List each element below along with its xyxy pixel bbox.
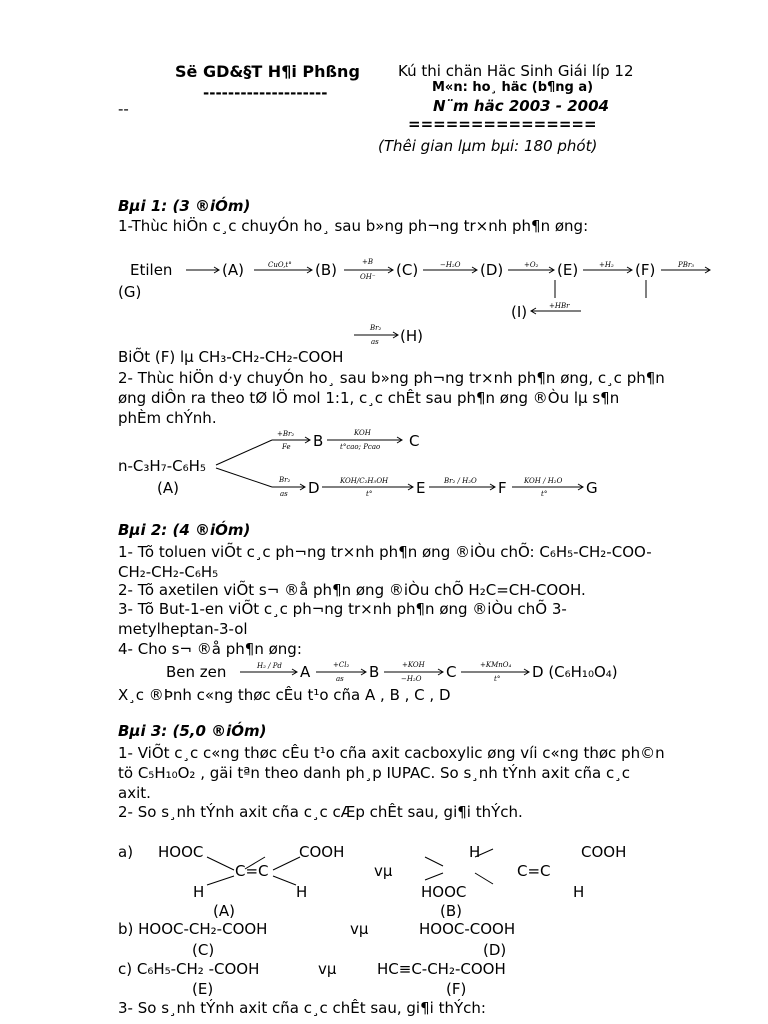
scheme-arrow-1 — [240, 662, 297, 675]
svg-text:−H₂O: −H₂O — [401, 675, 422, 683]
tree-arrow-F — [429, 477, 495, 490]
q3b-right: HOOC-COOH — [419, 920, 516, 938]
svg-text:+Cl₂: +Cl₂ — [333, 661, 350, 669]
chain-E: (E) — [557, 261, 579, 279]
chain-arrow-2 — [254, 261, 312, 273]
school-title-rule: -------------------- — [203, 84, 328, 102]
q3a-h2: H — [296, 883, 308, 901]
q1-title: Bµi 1: (3 ®iÓm) — [118, 197, 251, 215]
q2-title: Bµi 2: (4 ®iÓm) — [118, 521, 251, 539]
scheme-A: A — [300, 663, 311, 681]
svg-text:Br₂: Br₂ — [370, 324, 382, 332]
q2-line3: 2- Tõ axetilen viÕt s¬ ®å ph¶n øng ®iÒu chÕ H₂C=CH-COOH. — [118, 581, 586, 599]
svg-text:t°cao; Pcao: t°cao; Pcao — [340, 443, 381, 451]
q3a-cooh: COOH — [299, 843, 345, 861]
q1-part2-line1: 2- Thùc hiÖn d·y chuyÓn ho¸ sau b»ng ph¬ng tr×nh ph¶n øng, c¸c ph¶n — [118, 369, 665, 387]
svg-text:Fe: Fe — [282, 443, 291, 451]
q1-part2-line2: øng diÔn ra theo tØ lÖ mol 1:1, c¸c chÊt sau ph¶n øng ®Òu lµ s¶n — [118, 389, 620, 407]
q3a-h1: H — [193, 883, 205, 901]
svg-text:+H₂: +H₂ — [599, 261, 614, 269]
chain-D: (D) — [480, 261, 504, 279]
q1-part1: 1-Thùc hiÖn c¸c chuyÓn ho¸ sau b»ng ph¬ng tr×nh ph¶n øng: — [118, 217, 589, 235]
q3-line1: 1- ViÕt c¸c c«ng thøc cÊu t¹o cña axit cacboxylic øng víi c«ng thøc ph©n — [118, 744, 665, 762]
svg-text:CuO,t°: CuO,t° — [268, 261, 292, 269]
svg-text:KOH/C₂H₅OH: KOH/C₂H₅OH — [340, 477, 389, 485]
svg-text:+B: +B — [362, 258, 374, 266]
scheme-D: D (C₆H₁₀O₄) — [532, 663, 618, 681]
chain-arrow-7 — [661, 261, 710, 273]
q3b-va: vµ — [350, 920, 369, 938]
q3b-D: (D) — [483, 941, 507, 959]
tree-branch-lines — [216, 440, 272, 487]
scheme-start: Ben zen — [166, 663, 227, 681]
chain-G: (G) — [118, 283, 142, 301]
q2-line2: CH₂-CH₂-C₆H₅ — [118, 563, 219, 581]
q3c-F: (F) — [446, 980, 467, 998]
chain-arrow-H — [354, 324, 398, 346]
svg-text:Br₂: Br₂ — [279, 476, 291, 484]
svg-text:KOH / H₂O: KOH / H₂O — [524, 477, 563, 485]
tree-B: B — [313, 432, 324, 450]
tree-A: (A) — [157, 479, 179, 497]
q3a-bonds-A — [207, 857, 300, 885]
q2-line7: X¸c ®Þnh c«ng thøc cÊu t¹o cña A , B , C , D — [118, 686, 451, 704]
tree-E: E — [416, 479, 426, 497]
svg-text:PBr₃: PBr₃ — [678, 261, 695, 269]
chain-A: (A) — [222, 261, 244, 279]
exam-year: N¨m häc 2003 - 2004 — [433, 97, 609, 115]
q3-line2: tö C₅H₁₀O₂ , gäi tªn theo danh ph¸p IUPAC. So s¸nh tÝnh axit cña c¸c — [118, 764, 630, 782]
tree-D: D — [308, 479, 320, 497]
tree-arrow-E — [322, 477, 413, 498]
svg-text:+HBr: +HBr — [549, 302, 570, 310]
tree-arrow-B — [272, 430, 310, 451]
chain-C: (C) — [396, 261, 419, 279]
q3a-cc2: C=C — [517, 862, 551, 880]
chain-arrow-1 — [186, 267, 219, 273]
tree-arrow-D — [272, 476, 305, 498]
chain-arrow-4 — [423, 261, 477, 273]
svg-text:+KOH: +KOH — [402, 661, 425, 669]
scheme-arrow-3 — [384, 661, 443, 683]
svg-text:+O₂: +O₂ — [524, 261, 539, 269]
q3a-hooc: HOOC — [158, 843, 204, 861]
scheme-C: C — [446, 663, 457, 681]
q3a-B: (B) — [440, 902, 462, 920]
q3b-C: (C) — [192, 941, 215, 959]
q3a-cc: C=C — [235, 862, 269, 880]
svg-text:t°: t° — [366, 490, 373, 498]
q1-note-formula: CH₃-CH₂-CH₂-COOH — [198, 348, 344, 366]
svg-text:as: as — [280, 490, 288, 498]
chain-arrow-5 — [508, 261, 554, 273]
q3c-E: (E) — [192, 980, 214, 998]
q3a-cooh2: COOH — [581, 843, 627, 861]
chain-branch-I — [531, 280, 646, 314]
chain-etilen: Etilen — [130, 261, 173, 279]
scheme-arrow-2 — [316, 661, 366, 683]
q1-part2-line3: phÈm chÝnh. — [118, 409, 217, 427]
q3a-A: (A) — [213, 902, 235, 920]
svg-text:Br₂ / H₂O: Br₂ / H₂O — [444, 477, 477, 485]
q3a-h4: H — [573, 883, 585, 901]
q3a-label: a) — [118, 843, 134, 861]
svg-text:OH⁻: OH⁻ — [360, 273, 376, 281]
tree-start: n-C₃H₇-C₆H₅ — [118, 457, 206, 475]
exam-subject: M«n: ho¸ häc (b¶ng a) — [432, 80, 594, 95]
q3b-left: b) HOOC-CH₂-COOH — [118, 920, 268, 938]
q3a-h3: H — [469, 843, 481, 861]
tree-C: C — [409, 432, 420, 450]
svg-text:t°: t° — [541, 490, 548, 498]
tree-arrow-C — [327, 429, 402, 451]
chain-arrow-6 — [583, 261, 632, 273]
exam-title: Kú thi chän Häc Sinh Giái líp 12 — [398, 62, 634, 80]
q3-line3: axit. — [118, 784, 151, 802]
svg-text:+KMnO₄: +KMnO₄ — [480, 661, 512, 669]
header-dash: -- — [118, 100, 129, 118]
chain-arrow-3 — [344, 258, 393, 281]
svg-text:as: as — [371, 338, 379, 346]
school-title: Së GD&§T H¶i Phßng — [175, 62, 360, 81]
q3c-left: c) C₆H₅-CH₂ -COOH — [118, 960, 260, 978]
q3-line5: 3- So s¸nh tÝnh axit cña c¸c chÊt sau, gi¶i thÝch: — [118, 999, 486, 1017]
svg-text:t°: t° — [494, 675, 501, 683]
svg-text:KOH: KOH — [354, 429, 371, 437]
q1-note-text: BiÕt (F) lµ — [118, 348, 199, 366]
q3a-va: vµ — [374, 862, 393, 880]
tree-G: G — [586, 479, 598, 497]
svg-text:as: as — [336, 675, 344, 683]
q3-line4: 2- So s¸nh tÝnh axit cña c¸c cÆp chÊt sau, gi¶i thÝch. — [118, 803, 523, 821]
q3a-hooc2: HOOC — [421, 883, 467, 901]
q2-line1: 1- Tõ toluen viÕt c¸c ph¬ng tr×nh ph¶n øng ®iÒu chÕ: C₆H₅-CH₂-COO- — [118, 543, 652, 561]
chain-B: (B) — [315, 261, 337, 279]
q2-line4: 3- Tõ But-1-en viÕt c¸c ph¬ng tr×nh ph¶n øng ®iÒu chÕ 3- — [118, 600, 567, 618]
q3-title: Bµi 3: (5,0 ®iÓm) — [118, 722, 267, 740]
scheme-arrow-4 — [461, 661, 529, 683]
chain-F: (F) — [635, 261, 656, 279]
q2-line5: metylheptan-3-ol — [118, 620, 248, 638]
tree-F: F — [498, 479, 507, 497]
header-separator: =============== — [408, 115, 597, 133]
svg-text:−H₂O: −H₂O — [440, 261, 461, 269]
chain-I: (I) — [511, 303, 528, 321]
exam-time: (Thêi gian lµm bµi: 180 phót) — [378, 137, 598, 155]
tree-arrow-G — [512, 477, 583, 498]
q3c-right: HC≡C-CH₂-COOH — [377, 960, 506, 978]
svg-text:H₂ / Pd: H₂ / Pd — [257, 662, 282, 670]
q2-line6: 4- Cho s¬ ®å ph¶n øng: — [118, 640, 302, 658]
q3c-va: vµ — [318, 960, 337, 978]
chain-H: (H) — [400, 327, 423, 345]
scheme-B: B — [369, 663, 380, 681]
svg-text:+Br₂: +Br₂ — [277, 430, 295, 438]
q3a-bonds-B — [425, 849, 493, 884]
